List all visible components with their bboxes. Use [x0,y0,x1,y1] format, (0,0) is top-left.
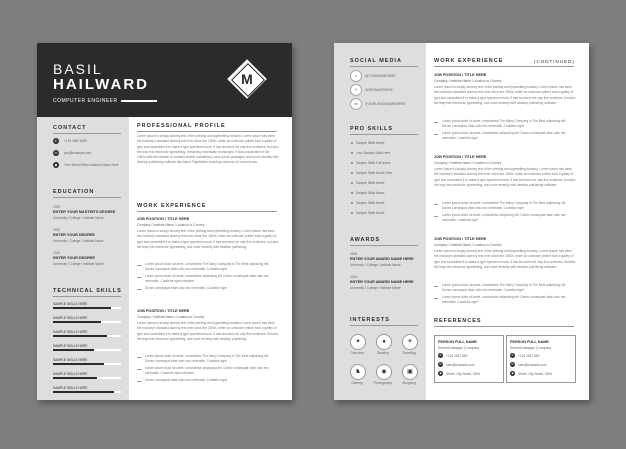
education-school: University / College / Institute Name [53,262,104,266]
education-degree: ENTER YOUR MASTER'S DEGREE [53,210,116,214]
divider [434,326,574,327]
skill-bar-fill [53,377,97,379]
continued-label: (CONTINUED) [534,59,575,64]
interest-label: Photography [373,381,393,385]
job-bullet: Donec consequat vitae odio nec venenatis. Curabitur eget [145,378,227,382]
bullet-mark [137,357,141,358]
bullet-dot [351,142,353,144]
job-position: JOB POSITION / TITLE HERE [434,155,487,159]
bullet-mark [434,298,438,299]
photography-icon: ◉ [376,364,392,380]
job-bullet: Lorem ipsum dolor sit amet, consectetur adipiscing elit. Donec consequat vitae odio nec venenatis. Curabitur eget [442,295,566,305]
job-position: JOB POSITION / TITLE HERE [434,73,487,77]
divider [350,66,418,67]
divider [137,131,277,132]
education-degree: ENTER YOUR DEGREE [53,233,95,237]
twitter-icon: t [350,70,362,82]
email-icon: ✉ [439,362,442,366]
job-bullet: Lorem ipsum dolor sit amet, consectetur The Many Company in The Best adipiscing elit. Donec consequat vitae odio nec venenatis. Curabitur eget [145,354,270,364]
bullet-mark [434,216,438,217]
bullet-dot [351,192,353,194]
job-role: COMPUTER ENGINEER [53,98,118,104]
social-handle: /YOURLIKEDINNAMEHERE [365,102,406,106]
pro-skills-title: PRO SKILLS [350,126,394,132]
facebook-icon: f [350,84,362,96]
interest-label: Bowling [377,351,389,355]
award-name: ENTER YOUR AWARD NAME HERE [350,280,414,284]
linkedin-icon: in [350,98,362,110]
divider [53,197,121,198]
contact-address: Your Street/Office Address Name Here [64,163,119,167]
role-divider [121,100,157,102]
education-title: EDUCATION [53,189,95,195]
reference-name: PERSON FULL NAME [438,340,477,344]
pro-skill-item: Sample Skills Name [356,191,385,195]
pro-skill-item: Sample Skills Name [356,141,385,145]
job-bullet: Lorem ipsum dolor sit amet, consectetur The Many Company in The Best adipiscing elit. Donec consequat vitae odio nec venenatis. Curabitur eget [145,262,270,272]
award-org: University / College / Institute Name [350,286,401,290]
social-handle: /USERNAMEHERE [365,88,393,92]
interest-label: Shopping [402,381,416,385]
profile-title: PROFESSIONAL PROFILE [137,123,226,129]
award-year: 2008 [350,252,358,256]
contact-title: CONTACT [53,125,87,131]
award-year: 2010 [350,275,358,279]
email-icon: ✉ [511,362,514,366]
contact-phone: +123 4567 8900 [64,139,88,143]
phone-icon: ✆ [439,353,442,357]
work-experience-title: WORK EXPERIENCE [434,58,504,64]
resume-page-2 [334,43,589,400]
pro-skill-item: Your Sample Skills Here [356,151,391,155]
profile-text: Lorem Ipsum is simply dummy text of the printing and typesetting industry. Lorem Ipsum has been the industry's standard dummy text ever since the 1500s, when an unknown printer took a galley of type and scrambled it to make a type specimen book. It has survived not only five centuries, but also the leap into electronic typesetting, remaining essentially unchanged. It was popularised in the 1960s with the release of Letraset sheets containing Lorem Ipsum passages, and more recently with desktop publishing software like Aldus PageMaker including versions of Lorem Ipsum. [137,134,279,165]
bullet-mark [137,381,141,382]
skill-label: SAMPLE SKILLS HERE [53,372,88,376]
skill-bar-fill [53,335,107,337]
skill-bar-fill [53,391,114,393]
education-year: 2010 [53,228,61,232]
reference-role: General Manager | Company [438,346,480,350]
job-bullet: Lorem ipsum dolor sit amet, consectetur The Many Company in The Best adipiscing elit. Donec consequat vitae odio nec venenatis. Curabitur eget [442,283,567,293]
reference-email: user@example.com [446,363,475,367]
job-description: Lorem Ipsum is simply dummy text of the printing and typesetting industry. Lorem Ipsum has been the industry's standard dummy text ever since the 1500s, when an unknown printer took a galley of type and scrambled it to make a type specimen book. It has survived not only five centuries, but also the leap into electronic typesetting, and more recently with desktop publishing. [137,229,279,249]
divider [53,133,121,134]
job-bullet: Lorem ipsum dolor sit amet, consectetur adipiscing elit. Donec consequat vitae odio nec venenatis. Curabitur eget [442,131,566,141]
divider [350,325,418,326]
education-school: University / College / Institute Name [53,239,104,243]
job-bullet: Lorem ipsum dolor sit amet, consectetur adipiscing elit. Donec consequat vitae odio nec venenatis. Curabitur eget [442,213,566,223]
bullet-dot [351,162,353,164]
social-media-title: SOCIAL MEDIA [350,58,402,64]
bullet-dot [351,202,353,204]
skill-label: SAMPLE SKILLS HERE [53,344,88,348]
divider [53,296,121,297]
job-company: Company / Institute Name / Location or Country [137,315,205,319]
reference-email: user@example.com [518,363,547,367]
divider [137,211,277,212]
skill-bar-fill [53,349,94,351]
pro-skill-item: Sample Skills Name Here [356,171,393,175]
bullet-mark [137,369,141,370]
job-bullet: Lorem ipsum dolor sit amet, consectetur The Many Company in The Best adipiscing elit. Donec consequat vitae odio nec venenatis. Curabitur eget [442,201,567,211]
travelling-icon: ✈ [402,334,418,350]
last-name: HAILWARD [53,76,149,93]
bullet-dot [351,182,353,184]
interest-label: Travelling [402,351,416,355]
divider [434,66,574,67]
awards-title: AWARDS [350,237,381,243]
award-org: University / College / Institute Name [350,263,401,267]
interest-label: Gaming [351,381,363,385]
skill-label: SAMPLE SKILLS HERE [53,358,88,362]
bullet-mark [137,265,141,266]
job-company: Company / Institute Name / Location or Country [434,79,502,83]
job-description: Lorem Ipsum is simply dummy text of the printing and typesetting industry. Lorem Ipsum has been the industry's standard dummy text ever since the 1500s, when an unknown printer took a galley of type and scrambled it to make a type specimen book. It has survived not only five centuries, but also the leap into electronic typesetting, and more recently with desktop publishing. [137,321,279,341]
interest-label: Overview [350,351,364,355]
reference-phone: +123 4567 890 [446,354,468,358]
job-company: Company / Institute Name / Location or Country [137,223,205,227]
phone-icon: ✆ [511,353,514,357]
pro-skill-item: Sample Skills Name [356,181,385,185]
technical-skills-title: TECHNICAL SKILLS [53,288,122,294]
skill-bar-fill [53,321,101,323]
bullet-mark [434,122,438,123]
job-description: Lorem Ipsum is simply dummy text of the printing and typesetting industry. Lorem Ipsum has been the industry's standard dummy text ever since the 1500s, when an unknown printer took a galley of type and scrambled it to make a type specimen book. It has survived not only five centuries, but also the leap into electronic typesetting, and more recently with desktop publishing software. [434,167,576,187]
bullet-dot [351,172,353,174]
job-bullet: Lorem ipsum dolor sit amet, consectetur adipiscing elit. Donec consequat vitae odio nec venenatis. Curabitur eget interdum [145,366,269,376]
job-company: Company / Institute Name / Location or Country [434,161,502,165]
skill-label: SAMPLE SKILLS HERE [53,302,88,306]
job-description: Lorem Ipsum is simply dummy text of the printing and typesetting industry. Lorem Ipsum has been the industry's standard dummy text ever since the 1500s, when an unknown printer took a galley of type and scrambled it to make a type specimen book. It has survived not only five centuries, but also the leap into electronic typesetting, and more recently with desktop publishing software. [434,85,576,105]
location-icon: ◆ [54,163,58,167]
job-bullet: Lorem ipsum dolor sit amet, consectetur adipiscing elit. Donec consequat vitae odio nec venenatis. Curabitur eget interdum [145,274,269,284]
bullet-dot [351,212,353,214]
bullet-dot [351,152,353,154]
award-name: ENTER YOUR AWARD NAME HERE [350,257,414,261]
reference-address: Street, City Name, 0000 [518,372,553,376]
bullet-mark [434,286,438,287]
divider [350,134,418,135]
job-bullet: Lorem ipsum dolor sit amet, consectetur The Many Company in The Best adipiscing elit. Donec consequat vitae odio nec venenatis. Curabitur eget [442,119,567,129]
work-experience-title: WORK EXPERIENCE [137,203,207,209]
education-year: 2010 [53,251,61,255]
reference-phone: +123 4567 890 [518,354,540,358]
job-description: Lorem Ipsum is simply dummy text of the printing and typesetting industry. Lorem Ipsum has been the industry's standard dummy text ever since the 1500s, when an unknown printer took a galley of type and scrambled it to make a type specimen book. It has survived not only five centuries, but also the leap into electronic typesetting, and more recently with desktop publishing software. [434,249,576,269]
pro-skill-item: Sample Skills Full Name [356,161,391,165]
reference-address: Street, City Name, 0000 [446,372,481,376]
education-year: 2008 [53,205,61,209]
skill-bar-fill [53,363,104,365]
phone-icon: ✆ [54,139,58,143]
bullet-mark [434,204,438,205]
email-icon: ✉ [54,151,58,155]
gamepad-icon: ✦ [350,334,366,350]
divider [350,245,418,246]
social-handle: @YOURNAMEHERE [365,74,396,78]
skill-bar-fill [53,307,111,309]
bullet-mark [137,289,141,290]
pro-skill-item: Sample Skills Name [356,201,385,205]
contact-email: you@example.com [64,151,92,155]
job-bullet: Donec consequat vitae odio nec venenatis. Curabitur eget [145,286,227,290]
pro-skill-item: Sample Skills Name [356,211,385,215]
reference-role: General Manager | Company [510,346,552,350]
shopping-icon: ▣ [402,364,418,380]
gaming-icon: ♞ [350,364,366,380]
skill-label: SAMPLE SKILLS HERE [53,316,88,320]
skill-label: SAMPLE SKILLS HERE [53,330,88,334]
bowling-icon: ● [376,334,392,350]
job-position: JOB POSITION / TITLE HERE [137,309,190,313]
job-position: JOB POSITION / TITLE HERE [434,237,487,241]
education-school: University / College / Institute Name [53,216,104,220]
resume-page-1 [37,43,292,400]
bullet-mark [137,277,141,278]
job-company: Company / Institute Name / Location or Country [434,243,502,247]
location-icon: ◆ [511,371,514,375]
interests-title: INTERESTS [350,317,390,323]
education-degree: ENTER YOUR DEGREE [53,256,95,260]
skill-label: SAMPLE SKILLS HERE [53,386,88,390]
references-title: REFERENCES [434,318,482,324]
monogram-letter: M [241,71,253,87]
job-position: JOB POSITION / TITLE HERE [137,217,190,221]
first-name: BASIL [53,61,103,77]
bullet-mark [434,134,438,135]
location-icon: ◆ [439,371,442,375]
reference-name: PERSON FULL NAME [510,340,549,344]
